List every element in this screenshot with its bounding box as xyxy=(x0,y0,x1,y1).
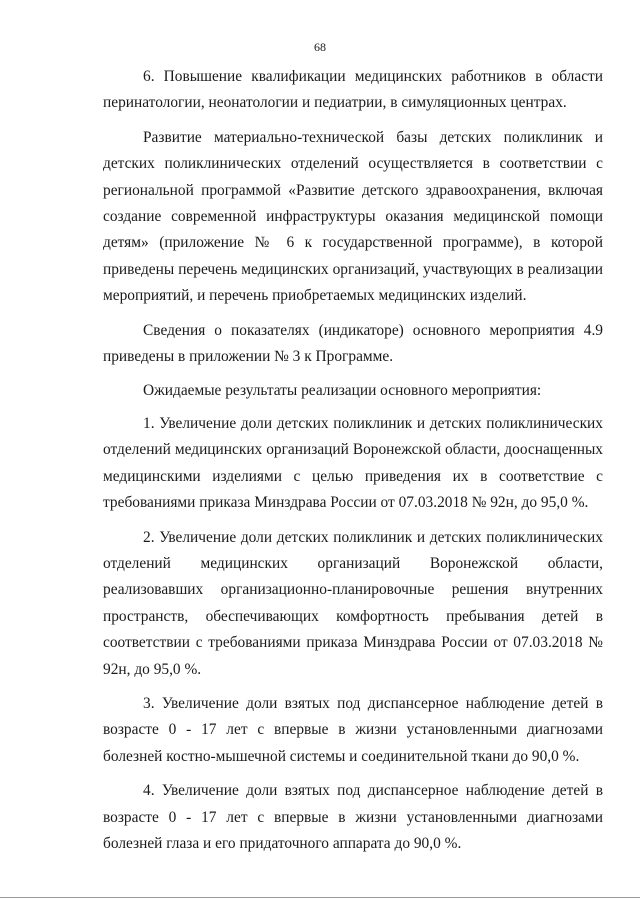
document-body xyxy=(103,64,603,865)
result-item-2: 2. Увеличение доли детских поликлиник и детских поликлинических отделений медицинских организаций Воронежской области, реализовавших организационно-планировочные решения внутренних пространств, обеспечивающих комфортность пребывания детей в соответствии с требованиями приказа Минздрава России от 07.03.2018 № 92н, до 95,0 %. xyxy=(103,528,603,678)
result-item-3: 3. Увеличение доли взятых под диспансерное наблюдение детей в возрасте 0 - 17 лет с впервые в жизни установленными диагнозами болезней костно-мышечной системы и соединительной ткани до 90,0 %. xyxy=(103,694,603,765)
page-number: 68 xyxy=(314,40,326,54)
result-item-1: 1. Увеличение доли детских поликлиник и детских поликлинических отделений медицинских организаций Воронежской области, дооснащенных медицинскими изделиями с целью приведения их в соответствие с требованиями приказа Минздрава России от 07.03.2018 № 92н, до 95,0 %. xyxy=(103,414,603,512)
paragraph-expected-results: Ожидаемые результаты реализации основного мероприятия: xyxy=(143,382,542,400)
paragraph-infrastructure: Развитие материально-технической базы детских поликлиник и детских поликлинических отделений осуществляется в соответствии с региональной программой «Развитие детского здравоохранения, включая создание современной инфраструктуры оказания медицинской помощи детям» (приложение № 6 к государственной программе), в которой приведены перечень медицинских организаций, участвующих в реализации мероприятий, и перечень приобретаемых медицинских изделий. xyxy=(103,128,603,305)
paragraph-item-6: 6. Повышение квалификации медицинских работников в области перинатологии, неонатологии и педиатрии, в симуляционных центрах. xyxy=(103,68,603,112)
paragraph-indicators: Сведения о показателях (индикаторе) основного мероприятия 4.9 приведены в приложении № 3 к Программе. xyxy=(103,321,603,366)
bottom-rule xyxy=(0,897,640,898)
result-item-4: 4. Увеличение доли взятых под диспансерное наблюдение детей в возрасте 0 - 17 лет с впервые в жизни установленными диагнозами болезней глаза и его придаточного аппарата до 90,0 %. xyxy=(103,782,603,852)
